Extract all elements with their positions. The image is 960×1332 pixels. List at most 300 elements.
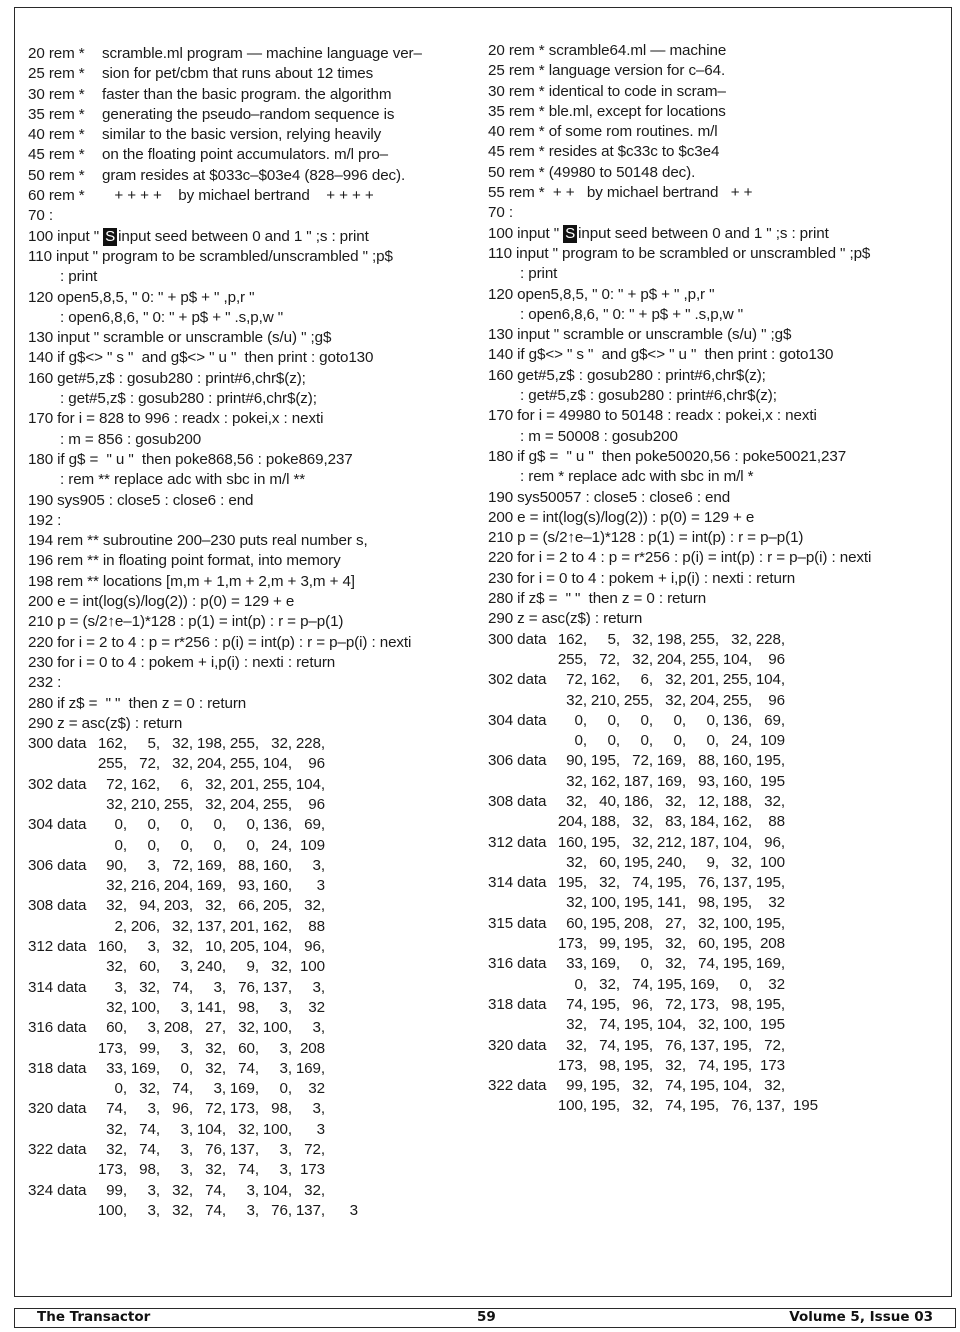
data-byte: 195, <box>623 1016 653 1034</box>
code-line: 180 if g$ = " u " then poke868,56 : poke869,237 <box>28 450 353 468</box>
data-byte: 32, <box>632 1077 653 1095</box>
data-values <box>557 1015 785 1035</box>
data-byte: 72, <box>566 671 587 689</box>
data-byte: 32, <box>139 978 160 996</box>
data-byte: 0, <box>640 732 653 750</box>
data-byte: 3, <box>180 1161 193 1179</box>
reverse-video-char: S <box>565 224 576 242</box>
data-byte: 0, <box>574 732 587 750</box>
listing-scramble-ml-pet <box>28 44 422 1221</box>
data-byte: 169, <box>755 955 785 973</box>
data-byte: 169, <box>590 955 620 973</box>
data-values <box>557 893 785 913</box>
code-line: 210 p = (s/2↑e–1)*128 : p(1) = int(p) : r = p–p(1) <box>28 613 344 631</box>
data-byte: 32 <box>308 998 325 1016</box>
code-line: 280 if z$ = " " then z = 0 : return <box>28 694 247 712</box>
code-continuation-line: : get#5,z$ : gosub280 : print#6,chr$(z); <box>60 390 317 408</box>
data-line <box>488 893 871 913</box>
data-byte: 74, <box>172 1080 193 1098</box>
data-byte: 0, <box>640 711 653 729</box>
data-line <box>28 957 422 977</box>
data-byte: 173 <box>299 1161 325 1179</box>
data-byte: 169, <box>689 975 719 993</box>
data-byte: 100, <box>262 1120 292 1138</box>
data-byte: 195, <box>623 935 653 953</box>
data-byte: 32, <box>304 1181 325 1199</box>
data-byte: 32, <box>566 1036 587 1054</box>
data-byte: 0, <box>147 816 160 834</box>
data-byte: 255, <box>262 775 292 793</box>
data-byte: 195 <box>759 1016 785 1034</box>
data-byte: 32, <box>106 897 127 915</box>
data-line <box>28 1039 422 1059</box>
data-values <box>557 691 785 711</box>
data-byte: 32, <box>172 1181 193 1199</box>
data-byte: 32, <box>106 958 127 976</box>
data-byte: 74, <box>139 1141 160 1159</box>
rem-line: 50 rem * (49980 to 50148 dec). <box>488 163 696 181</box>
code-line: 220 for i = 2 to 4 : p = r*256 : p(i) = int(p) : r = p–p(i) : nexti <box>488 549 872 567</box>
data-values <box>97 836 325 856</box>
data-line <box>488 1056 871 1076</box>
data-values <box>97 1140 325 1160</box>
data-byte: 99, <box>139 1039 160 1057</box>
data-byte: 137, <box>755 1097 785 1115</box>
data-byte: 24, <box>731 732 752 750</box>
data-byte: 206, <box>130 917 160 935</box>
data-byte: 99, <box>106 1181 127 1199</box>
data-byte: 104, <box>722 833 752 851</box>
rem-line: 20 rem * scramble64.ml — machine <box>488 42 727 59</box>
data-line-number: 314 data <box>488 874 547 892</box>
data-byte: 208, <box>623 914 653 932</box>
data-byte: 3, <box>147 938 160 956</box>
data-byte: 0, <box>574 711 587 729</box>
data-line <box>28 1140 422 1160</box>
data-byte: 32, <box>599 874 620 892</box>
data-byte: 32, <box>106 795 127 813</box>
data-byte: 104, <box>656 1016 686 1034</box>
data-byte: 32, <box>106 1120 127 1138</box>
data-byte: 3, <box>213 978 226 996</box>
data-line-number: 306 data <box>488 752 547 770</box>
data-byte: 66, <box>238 897 259 915</box>
data-line <box>28 1201 422 1221</box>
data-byte: 32, <box>698 914 719 932</box>
data-byte: 228, <box>295 735 325 753</box>
data-byte: 195, <box>623 894 653 912</box>
data-byte: 109 <box>759 732 785 750</box>
data-byte: 195, <box>590 995 620 1013</box>
data-byte: 32, <box>665 691 686 709</box>
data-byte: 32, <box>304 897 325 915</box>
data-byte: 0, <box>246 816 259 834</box>
data-line <box>488 914 871 934</box>
code-line: 140 if g$<> " s " and g$<> " u " then print : goto130 <box>488 346 834 364</box>
data-byte: 0, <box>574 975 587 993</box>
data-byte: 100, <box>262 1019 292 1037</box>
data-byte: 195, <box>755 752 785 770</box>
data-byte: 0, <box>114 1080 127 1098</box>
data-byte: 3, <box>180 1120 193 1138</box>
magazine-title: The Transactor <box>37 1309 151 1325</box>
data-byte: 32, <box>205 795 226 813</box>
data-line-number: 302 data <box>488 671 547 689</box>
data-byte: 27, <box>665 914 686 932</box>
data-byte: 184, <box>689 813 719 831</box>
data-values <box>557 650 785 670</box>
data-byte: 173, <box>557 1056 587 1074</box>
code-line: 230 for i = 0 to 4 : pokem + i,p(i) : nexti : return <box>488 569 796 587</box>
data-byte: 0, <box>213 836 226 854</box>
data-byte: 0, <box>147 836 160 854</box>
data-byte: 173, <box>229 1100 259 1118</box>
data-byte: 160, <box>262 877 292 895</box>
data-byte: 40, <box>599 792 620 810</box>
data-line <box>28 836 422 856</box>
data-byte: 32, <box>665 935 686 953</box>
data-byte: 12, <box>698 792 719 810</box>
rem-prefix: 50 rem * <box>28 166 85 184</box>
data-byte: 72, <box>139 755 160 773</box>
code-line: 110 input " program to be scrambled/unscrambled " ;p$ <box>28 247 393 265</box>
data-byte: 3, <box>147 1019 160 1037</box>
data-line <box>488 812 871 832</box>
data-byte: 137, <box>196 917 226 935</box>
rem-prefix: 45 rem * <box>28 146 85 164</box>
data-byte: 169, <box>229 1080 259 1098</box>
data-values <box>97 917 325 937</box>
data-byte: 32, <box>632 813 653 831</box>
data-byte: 160, <box>262 856 292 874</box>
data-byte: 162, <box>97 735 127 753</box>
data-byte: 201, <box>229 775 259 793</box>
data-byte: 74, <box>698 955 719 973</box>
data-byte: 137, <box>722 874 752 892</box>
data-byte: 109 <box>299 836 325 854</box>
data-byte: 195, <box>656 874 686 892</box>
code-line <box>488 224 871 244</box>
code-line: 190 sys50057 : close5 : close6 : end <box>488 488 731 506</box>
data-byte: 3, <box>312 978 325 996</box>
data-byte: 100, <box>722 1016 752 1034</box>
data-byte: 60, <box>566 914 587 932</box>
data-byte: 32, <box>205 1059 226 1077</box>
data-byte: 33, <box>566 955 587 973</box>
code-line: 200 e = int(log(s)/log(2)) : p(0) = 129 + e <box>488 508 755 526</box>
data-line <box>488 650 871 670</box>
code-text: 100 input " <box>488 224 564 242</box>
code-line: 232 : <box>28 674 62 692</box>
data-byte: 204, <box>557 813 587 831</box>
data-byte: 32, <box>139 1080 160 1098</box>
data-byte: 104, <box>295 775 325 793</box>
data-byte: 208 <box>759 935 785 953</box>
data-byte: 32, <box>238 1019 259 1037</box>
data-byte: 33, <box>106 1059 127 1077</box>
data-line-number: 308 data <box>28 897 87 915</box>
data-byte: 74, <box>172 978 193 996</box>
data-line <box>28 1018 422 1038</box>
code-line: 170 for i = 828 to 996 : readx : pokei,x : nexti <box>28 410 324 428</box>
data-byte: 255, <box>689 630 719 648</box>
data-line <box>28 917 422 937</box>
code-line: 170 for i = 49980 to 50148 : readx : pokei,x : nexti <box>488 407 817 425</box>
data-values <box>557 731 785 751</box>
data-byte: 69, <box>304 816 325 834</box>
data-byte: 32, <box>632 833 653 851</box>
data-line <box>28 1099 422 1119</box>
data-values <box>97 775 325 795</box>
data-byte: 173, <box>689 995 719 1013</box>
data-byte: 60, <box>599 853 620 871</box>
data-byte: 32, <box>764 1077 785 1095</box>
data-byte: 255, <box>722 671 752 689</box>
rem-line <box>28 85 422 105</box>
data-byte: 195, <box>722 1036 752 1054</box>
data-line <box>28 1059 422 1079</box>
data-byte: 32, <box>106 877 127 895</box>
data-line <box>28 1160 422 1180</box>
data-byte: 32, <box>172 917 193 935</box>
data-values <box>557 812 785 832</box>
data-values <box>97 896 325 916</box>
data-byte: 203, <box>163 897 193 915</box>
data-values <box>557 853 785 873</box>
rem-text: sion for pet/cbm that runs about 12 times <box>102 65 374 83</box>
data-byte: 9, <box>246 958 259 976</box>
data-byte: 96, <box>764 833 785 851</box>
data-byte: 32 <box>768 894 785 912</box>
data-byte: 137, <box>229 1141 259 1159</box>
data-byte: 32 <box>308 1080 325 1098</box>
data-byte: 3, <box>279 1059 292 1077</box>
code-continuation-line: : m = 856 : gosub200 <box>60 430 202 448</box>
data-byte: 98, <box>698 894 719 912</box>
data-byte: 88 <box>308 917 325 935</box>
code-line: 230 for i = 0 to 4 : pokem + i,p(i) : nexti : return <box>28 653 336 671</box>
rem-text: gram resides at $033c–$03e4 (828–996 dec). <box>102 166 406 184</box>
data-byte: 169, <box>295 1059 325 1077</box>
data-byte: 0, <box>213 816 226 834</box>
data-values <box>97 1059 325 1079</box>
rem-line: 35 rem * ble.ml, except for locations <box>488 102 726 120</box>
data-byte: 88 <box>768 813 785 831</box>
data-byte: 255, <box>557 650 587 668</box>
data-byte: 173, <box>97 1039 127 1057</box>
data-values <box>97 1079 325 1099</box>
data-byte: 216, <box>130 877 160 895</box>
data-byte: 169, <box>130 1059 160 1077</box>
data-byte: 32, <box>566 772 587 790</box>
data-byte: 6, <box>640 671 653 689</box>
rem-line: 55 rem * + + by michael bertrand + + <box>488 184 753 202</box>
data-byte: 0, <box>607 732 620 750</box>
data-byte: 3 <box>349 1201 358 1219</box>
rem-prefix: 25 rem * <box>28 65 85 83</box>
data-byte: 195, <box>722 935 752 953</box>
data-line <box>488 1015 871 1035</box>
data-byte: 32, <box>665 792 686 810</box>
data-line <box>28 815 422 835</box>
data-byte: 162, <box>590 671 620 689</box>
data-values <box>97 937 325 957</box>
data-byte: 96 <box>768 691 785 709</box>
data-byte: 195, <box>755 914 785 932</box>
data-byte: 3, <box>114 978 127 996</box>
data-byte: 32, <box>271 958 292 976</box>
data-line-number: 318 data <box>488 995 547 1013</box>
data-line <box>488 1096 871 1116</box>
data-byte: 160, <box>97 938 127 956</box>
code-line: 70 : <box>28 207 53 225</box>
data-line-number: 300 data <box>488 630 547 648</box>
data-line <box>488 975 871 995</box>
data-byte: 3, <box>213 1080 226 1098</box>
data-line <box>28 754 422 774</box>
rem-line: 45 rem * resides at $c33c to $c3e4 <box>488 143 720 161</box>
data-byte: 32, <box>566 792 587 810</box>
code-line: 130 input " scramble or unscramble (s/u) " ;g$ <box>28 329 332 347</box>
data-byte: 3, <box>279 1039 292 1057</box>
data-byte: 3, <box>246 1181 259 1199</box>
code-text: input seed between 0 and 1 " ;s : print <box>118 227 369 245</box>
data-byte: 188, <box>590 813 620 831</box>
data-values <box>97 957 325 977</box>
data-byte: 208 <box>299 1039 325 1057</box>
data-byte: 76, <box>205 1141 226 1159</box>
data-byte: 32, <box>632 650 653 668</box>
code-continuation-line: : open6,8,6, " 0: " + p$ + " .s,p,w " <box>520 305 744 323</box>
data-byte: 0, <box>279 1080 292 1098</box>
data-byte: 104, <box>262 1181 292 1199</box>
data-line-number: 322 data <box>488 1077 547 1095</box>
data-line-number: 304 data <box>28 816 87 834</box>
data-byte: 98, <box>599 1056 620 1074</box>
data-byte: 83, <box>665 813 686 831</box>
data-byte: 98, <box>731 995 752 1013</box>
data-byte: 3, <box>246 1201 259 1219</box>
data-byte: 96, <box>304 938 325 956</box>
data-values <box>97 1018 325 1038</box>
data-byte: 141, <box>196 998 226 1016</box>
data-byte: 32, <box>665 671 686 689</box>
data-values <box>97 998 325 1018</box>
data-line <box>28 1079 422 1099</box>
data-byte: 93, <box>238 877 259 895</box>
data-byte: 88, <box>238 856 259 874</box>
data-byte: 204, <box>163 877 193 895</box>
data-byte: 195, <box>722 955 752 973</box>
data-byte: 32, <box>566 894 587 912</box>
data-byte: 3, <box>279 998 292 1016</box>
data-values <box>97 978 325 998</box>
data-byte: 32, <box>172 755 193 773</box>
data-byte: 96, <box>172 1100 193 1118</box>
data-byte: 5, <box>607 630 620 648</box>
data-byte: 198, <box>656 630 686 648</box>
data-byte: 10, <box>205 938 226 956</box>
data-byte: 228, <box>755 630 785 648</box>
data-values <box>557 995 785 1015</box>
issue-label: Volume 5, Issue 03 <box>789 1309 933 1325</box>
data-byte: 76, <box>665 1036 686 1054</box>
data-byte: 0, <box>739 975 752 993</box>
data-byte: 0, <box>114 836 127 854</box>
data-byte: 32, <box>205 775 226 793</box>
data-byte: 32, <box>764 792 785 810</box>
data-byte: 93, <box>698 772 719 790</box>
data-byte: 76, <box>238 978 259 996</box>
code-continuation-line: : print <box>520 265 558 283</box>
data-values <box>557 914 785 934</box>
data-byte: 3, <box>279 1161 292 1179</box>
data-line-number: 302 data <box>28 775 87 793</box>
data-byte: 9, <box>706 853 719 871</box>
code-line: 290 z = asc(z$) : return <box>488 610 643 628</box>
rem-line <box>28 166 422 186</box>
data-byte: 24, <box>271 836 292 854</box>
data-byte: 32, <box>106 998 127 1016</box>
data-byte: 0, <box>180 816 193 834</box>
data-byte: 212, <box>656 833 686 851</box>
code-line: 220 for i = 2 to 4 : p = r*256 : p(i) = int(p) : r = p–p(i) : nexti <box>28 633 412 651</box>
data-byte: 3, <box>312 856 325 874</box>
data-byte: 100, <box>722 914 752 932</box>
data-values <box>97 1039 325 1059</box>
data-byte: 98, <box>238 998 259 1016</box>
data-byte: 72, <box>106 775 127 793</box>
code-line: 70 : <box>488 204 513 222</box>
data-line <box>488 1076 871 1096</box>
rem-line <box>28 186 422 206</box>
data-byte: 0, <box>607 711 620 729</box>
code-line: 196 rem ** in floating point format, into memory <box>28 552 341 570</box>
data-byte: 32, <box>731 853 752 871</box>
rem-text: similar to the basic version, relying heavily <box>102 126 382 144</box>
data-line <box>28 998 422 1018</box>
data-byte: 195, <box>722 894 752 912</box>
data-byte: 74, <box>599 1036 620 1054</box>
data-line <box>488 772 871 792</box>
data-byte: 3, <box>147 1100 160 1118</box>
data-byte: 104, <box>196 1120 226 1138</box>
data-byte: 255, <box>229 735 259 753</box>
data-line <box>488 934 871 954</box>
code-line: 200 e = int(log(s)/log(2)) : p(0) = 129 + e <box>28 593 295 611</box>
data-values <box>97 734 325 754</box>
data-byte: 100, <box>590 894 620 912</box>
data-byte: 137, <box>295 1201 325 1219</box>
data-byte: 32, <box>271 735 292 753</box>
data-byte: 32, <box>665 955 686 973</box>
code-text: input seed between 0 and 1 " ;s : print <box>578 224 829 242</box>
data-line-number: 316 data <box>28 1019 87 1037</box>
data-byte: 32, <box>172 735 193 753</box>
data-byte: 195 <box>759 772 785 790</box>
code-line: 180 if g$ = " u " then poke50020,56 : poke50021,237 <box>488 447 847 465</box>
data-byte: 195, <box>590 1097 620 1115</box>
reverse-video-char: S <box>105 227 116 245</box>
data-byte: 32, <box>698 1016 719 1034</box>
code-continuation-line: : rem * replace adc with sbc in m/l * <box>520 468 754 486</box>
code-line: 120 open5,8,5, " 0: " + p$ + " ,p,r " <box>488 285 715 303</box>
data-byte: 255, <box>689 650 719 668</box>
data-byte: 3, <box>147 1201 160 1219</box>
data-byte: 74, <box>632 975 653 993</box>
rem-text: generating the pseudo–random sequence is <box>102 105 395 123</box>
data-line <box>28 876 422 896</box>
